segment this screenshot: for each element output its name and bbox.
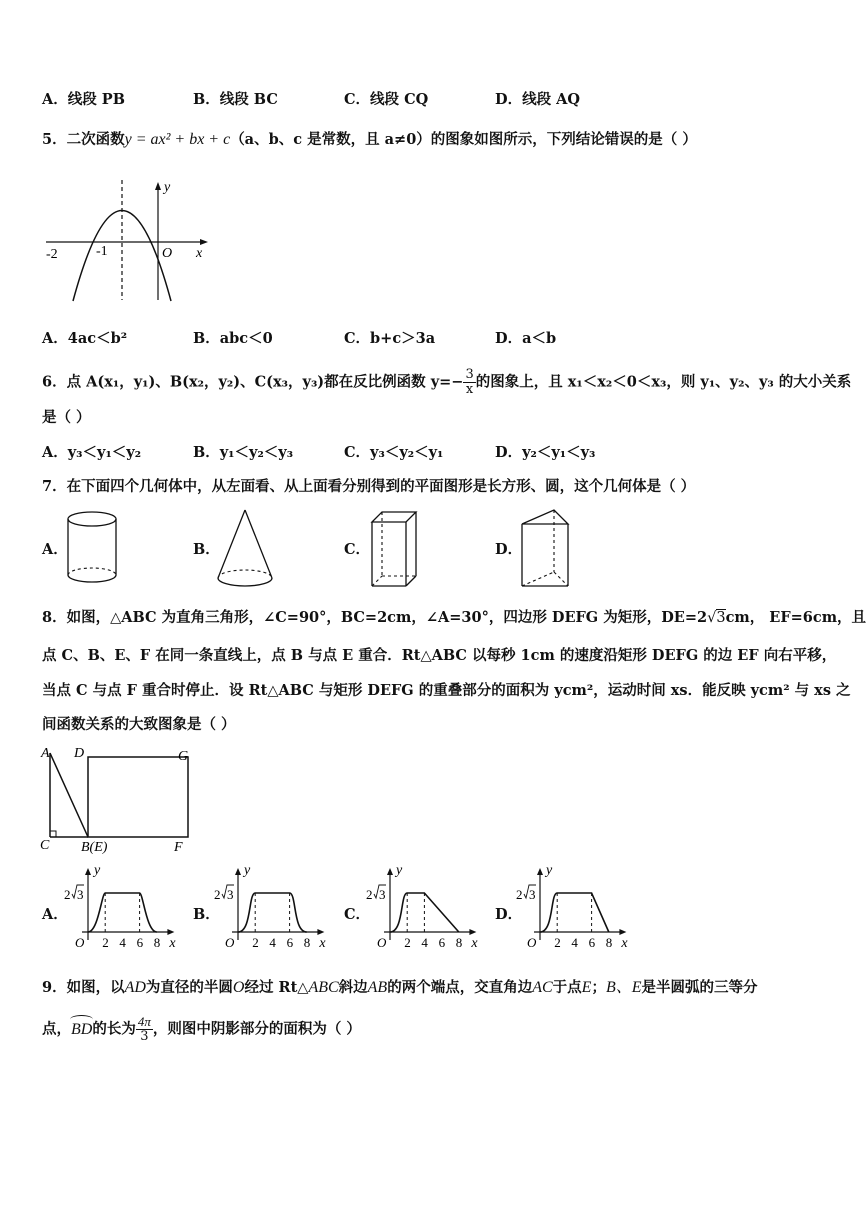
tick-label-8: 8 — [153, 935, 161, 950]
tick-label-2: 2 — [554, 935, 561, 950]
q7-cone-figure — [216, 508, 274, 590]
q5-origin-label: O — [162, 246, 173, 261]
q9-text-i: 点， — [42, 1020, 71, 1038]
q7-option-b[interactable]: B． — [193, 541, 220, 558]
y-value-radicand: 3 — [77, 887, 84, 902]
x-axis-arrow-icon — [619, 929, 626, 935]
q9-frac-den: 3 — [140, 1029, 149, 1044]
y-value-coef: 2 — [214, 887, 221, 902]
y-value-radicand: 3 — [379, 887, 386, 902]
q9-text-f: 于点 — [552, 979, 582, 996]
q9-text-g: ； — [591, 979, 606, 996]
q5-option-a[interactable]: A．4ac＜b² — [42, 330, 128, 347]
q6-question-line1 — [42, 368, 851, 397]
tick-label-6: 6 — [438, 935, 446, 950]
q9-arc-bd: BD — [71, 1020, 93, 1038]
y-axis-label: y — [244, 863, 251, 878]
x-axis-arrow-icon — [317, 929, 324, 935]
q9-text-k: ，则图中阴影部分的面积为（ ） — [152, 1020, 361, 1038]
q8-label-f: F — [174, 840, 183, 855]
q8-option-b[interactable]: B． — [193, 906, 220, 923]
q7-cylinder-figure — [66, 510, 118, 586]
q4-option-a[interactable]: A．线段 PB — [42, 91, 125, 108]
q8-label-a: A — [41, 746, 50, 761]
y-axis-arrow-icon — [537, 868, 543, 875]
q5-parabola-graph — [40, 175, 215, 305]
q8-question-line3: 当点 C 与点 F 重合时停止．设 Rt△ABC 与矩形 DEFG 的重叠部分的面积为 ycm²，运动时间 xs．能反映 ycm² 与 xs 之 — [42, 682, 851, 699]
tick-label-2: 2 — [102, 935, 109, 950]
q5-option-d[interactable]: D．a＜b — [495, 330, 557, 347]
x-axis-label: x — [621, 936, 628, 951]
q5-x-label: x — [196, 246, 203, 261]
q9-question-line2 — [42, 1015, 361, 1044]
tick-label-6: 6 — [588, 935, 596, 950]
q8-text-a: 8．如图，△ABC 为直角三角形，∠C=90°，BC=2cm，∠A=30°，四边形 DEFG 为矩形，DE=2 — [42, 609, 708, 626]
tick-label-6: 6 — [286, 935, 294, 950]
tick-label-4: 4 — [119, 935, 126, 950]
q5-suffix: （a、b、c 是常数，且 a≠0）的图象如图所示，下列结论错误的是（ ） — [230, 131, 697, 148]
q7-option-a[interactable]: A． — [42, 541, 68, 558]
q9-o: O — [232, 979, 245, 996]
q5-prefix: 5．二次函数 — [42, 131, 125, 148]
q8-option-c[interactable]: C． — [344, 906, 371, 923]
y-axis-arrow-icon — [387, 868, 393, 875]
q8-label-d: D — [74, 746, 85, 761]
q7-option-c[interactable]: C． — [344, 541, 371, 558]
q8-graph-a — [64, 862, 194, 954]
q4-option-c[interactable]: C．线段 CQ — [344, 91, 429, 108]
q4-option-b[interactable]: B．线段 BC — [193, 91, 278, 108]
tick-label-4: 4 — [571, 935, 578, 950]
y-axis-label: y — [396, 863, 403, 878]
q6-frac-den: x — [465, 382, 474, 397]
q8-question-line2: 点 C、B、E、F 在同一条直线上，点 B 与点 E 重合．Rt△ABC 以每秒 1cm 的速度沿矩形 DEFG 的边 EF 向右平移， — [42, 647, 837, 664]
function-curve — [88, 893, 157, 932]
q8-label-c: C — [40, 838, 50, 853]
tick-label-8: 8 — [303, 935, 311, 950]
q6-option-d[interactable]: D．y₂＜y₁＜y₃ — [495, 444, 596, 461]
q8-question-line4: 间函数关系的大致图象是（ ） — [42, 716, 236, 733]
q9-ac: AC — [532, 979, 553, 996]
q6-text-b: 的图象上，且 x₁＜x₂＜0＜x₃，则 y₁、y₂、y₃ 的大小关系 — [475, 373, 852, 391]
origin-label: O — [75, 935, 85, 950]
q9-text-b: 为直径的半圆 — [145, 979, 233, 996]
q6-question-line2: 是（ ） — [42, 409, 91, 426]
q9-e: E — [581, 979, 592, 996]
q6-frac-num: 3 — [465, 367, 474, 382]
q6-option-b[interactable]: B．y₁＜y₂＜y₃ — [193, 444, 294, 461]
q8-option-a[interactable]: A． — [42, 906, 68, 923]
q8-question-line1 — [42, 608, 866, 628]
q7-question: 7．在下面四个几何体中，从左面看、从上面看分别得到的平面图形是长方形、圆，这个几何体是（ ） — [42, 478, 696, 495]
q6-minus: − — [451, 373, 464, 391]
y-axis-label: y — [546, 863, 553, 878]
q5-option-c[interactable]: C．b+c＞3a — [344, 330, 436, 347]
q6-fraction — [463, 368, 475, 397]
x-axis-label: x — [169, 936, 176, 951]
y-value-radicand: 3 — [227, 887, 234, 902]
q5-minus1-label: -1 — [96, 244, 108, 259]
y-axis-arrow-icon — [85, 868, 91, 875]
q5-question — [42, 130, 697, 150]
tick-label-2: 2 — [252, 935, 259, 950]
q9-abc: ABC — [308, 979, 339, 996]
q9-be: B、E — [605, 979, 642, 996]
q5-option-b[interactable]: B．abc＜0 — [193, 330, 273, 347]
q9-text-e: 的两个端点，交直角边 — [387, 979, 533, 996]
tick-label-2: 2 — [404, 935, 411, 950]
q8-graph-b — [214, 862, 344, 954]
tick-label-6: 6 — [136, 935, 144, 950]
q4-option-d[interactable]: D．线段 AQ — [495, 91, 581, 108]
q9-text-d: 斜边 — [338, 979, 368, 996]
q9-fraction — [136, 1015, 153, 1044]
q9-text-a: 9．如图，以 — [42, 979, 125, 996]
x-axis-label: x — [471, 936, 478, 951]
function-curve — [238, 893, 307, 932]
q8-label-g: G — [178, 749, 189, 764]
x-axis-arrow-icon — [167, 929, 174, 935]
y-value-radicand: 3 — [529, 887, 536, 902]
q6-text-a: 6．点 A(x₁，y₁)、B(x₂，y₂)、C(x₃，y₃)都在反比例函数 y= — [42, 373, 452, 391]
q9-ab: AB — [367, 979, 388, 996]
q5-y-label: y — [164, 180, 171, 195]
q7-triangular-prism-figure — [520, 508, 572, 590]
q6-option-a[interactable]: A．y₃＜y₁＜y₂ — [42, 444, 142, 461]
q9-text-j: 的长为 — [92, 1020, 136, 1038]
origin-label: O — [377, 935, 387, 950]
tick-label-4: 4 — [269, 935, 276, 950]
tick-label-4: 4 — [421, 935, 428, 950]
function-curve — [540, 893, 609, 932]
q7-prism-figure — [370, 508, 420, 590]
origin-label: O — [225, 935, 235, 950]
tick-label-8: 8 — [605, 935, 613, 950]
q8-graph-d — [516, 862, 646, 954]
y-value-coef: 2 — [516, 887, 523, 902]
y-value-coef: 2 — [366, 887, 373, 902]
q6-option-c[interactable]: C．y₃＜y₂＜y₁ — [344, 444, 444, 461]
x-axis-label: x — [319, 936, 326, 951]
q8-graph-c — [366, 862, 496, 954]
q8-text-b: cm， EF=6cm，且 — [725, 609, 867, 626]
x-axis-arrow-icon — [469, 929, 476, 935]
tick-label-8: 8 — [455, 935, 463, 950]
q5-minus2-label: -2 — [46, 247, 58, 262]
q9-ad: AD — [124, 979, 146, 996]
y-axis-arrow-icon — [235, 868, 241, 875]
q8-label-be: B(E) — [81, 840, 108, 855]
y-value-coef: 2 — [64, 887, 71, 902]
q8-sqrt: √3 — [707, 610, 726, 626]
q9-question-line1 — [42, 978, 758, 998]
q9-text-c: 经过 Rt△ — [244, 979, 309, 996]
q5-formula: y = ax² + bx + c — [124, 131, 231, 148]
q7-option-d[interactable]: D． — [495, 541, 523, 558]
q9-frac-num: 4π — [137, 1014, 151, 1029]
q8-triangle-rectangle-figure — [38, 745, 198, 853]
y-axis-label: y — [94, 863, 101, 878]
q8-sqrt-radicand: 3 — [716, 610, 726, 626]
q8-option-d[interactable]: D． — [495, 906, 523, 923]
origin-label: O — [527, 935, 537, 950]
q9-text-h: 是半圆弧的三等分 — [641, 979, 758, 996]
